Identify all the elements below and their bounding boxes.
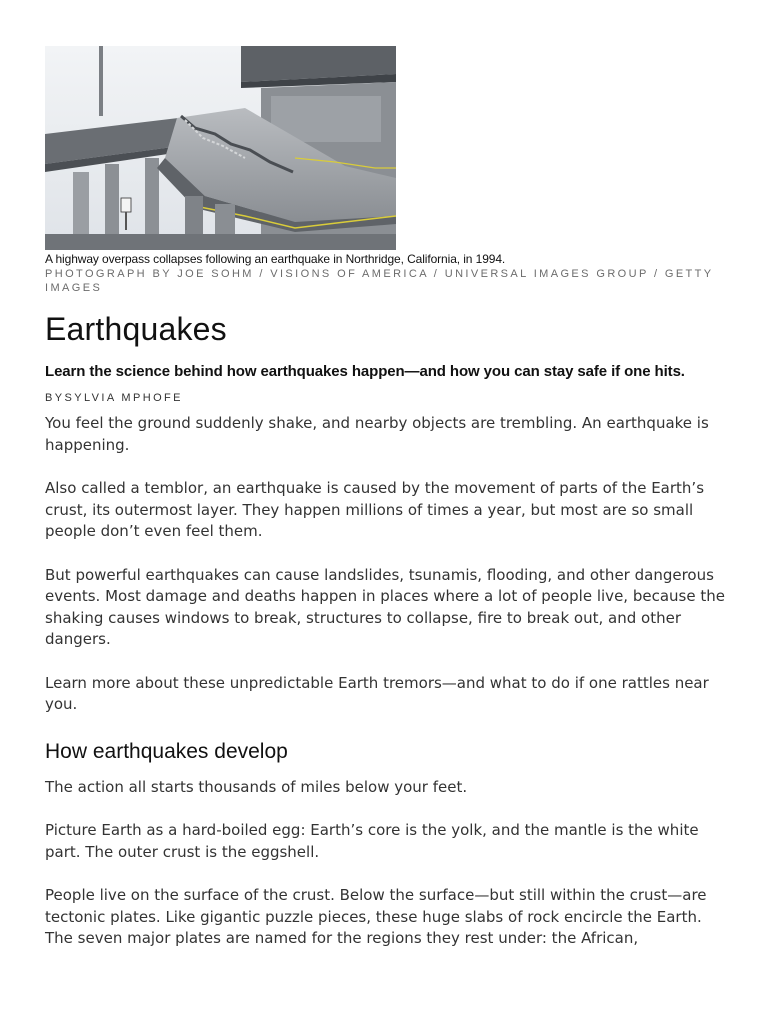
article [45, 46, 725, 950]
byline: BYSYLVIA MPHOFE [45, 392, 183, 404]
article-dek: Learn the science behind how earthquakes happen—and how you can stay safe if one hits. [45, 363, 685, 380]
page-title: Earthquakes [45, 311, 227, 347]
body-paragraph: Learn more about these unpredictable Earth tremors—and what to do if one rattles near you. [45, 673, 709, 713]
body-paragraph: People live on the surface of the crust. Below the surface—but still within the crust—are tectonic plates. Like gigantic puzzle pieces, these huge slabs of rock encircle the Earth. The seven major plates are named for the regions they rest under: the African, [45, 886, 707, 947]
body-paragraph: The action all starts thousands of miles below your feet. [45, 777, 468, 796]
photo-credit: PHOTOGRAPH BY JOE SOHM / VISIONS OF AMERICA / UNIVERSAL IMAGES GROUP / GETTY IMAGES [45, 268, 714, 294]
body-paragraph: Picture Earth as a hard-boiled egg: Earth’s core is the yolk, and the mantle is the white part. The outer crust is the eggshell. [45, 821, 699, 861]
body-paragraph: You feel the ground suddenly shake, and nearby objects are trembling. An earthquake is happening. [45, 414, 709, 454]
hero-photo [45, 46, 396, 250]
body-paragraph: Also called a temblor, an earthquake is caused by the movement of parts of the Earth’s crust, its outermost layer. They happen millions of times a year, but most are so small people don’t even feel them. [45, 479, 705, 540]
photo-caption: A highway overpass collapses following an earthquake in Northridge, California, in 1994. [45, 252, 506, 266]
article-body [45, 413, 725, 950]
section-heading: How earthquakes develop [45, 739, 288, 763]
body-paragraph: But powerful earthquakes can cause landslides, tsunamis, flooding, and other dangerous events. Most damage and deaths happen in places where a lot of people live, because the shaking causes windows to break, structures to collapse, fire to break out, and other dangers. [45, 565, 725, 648]
